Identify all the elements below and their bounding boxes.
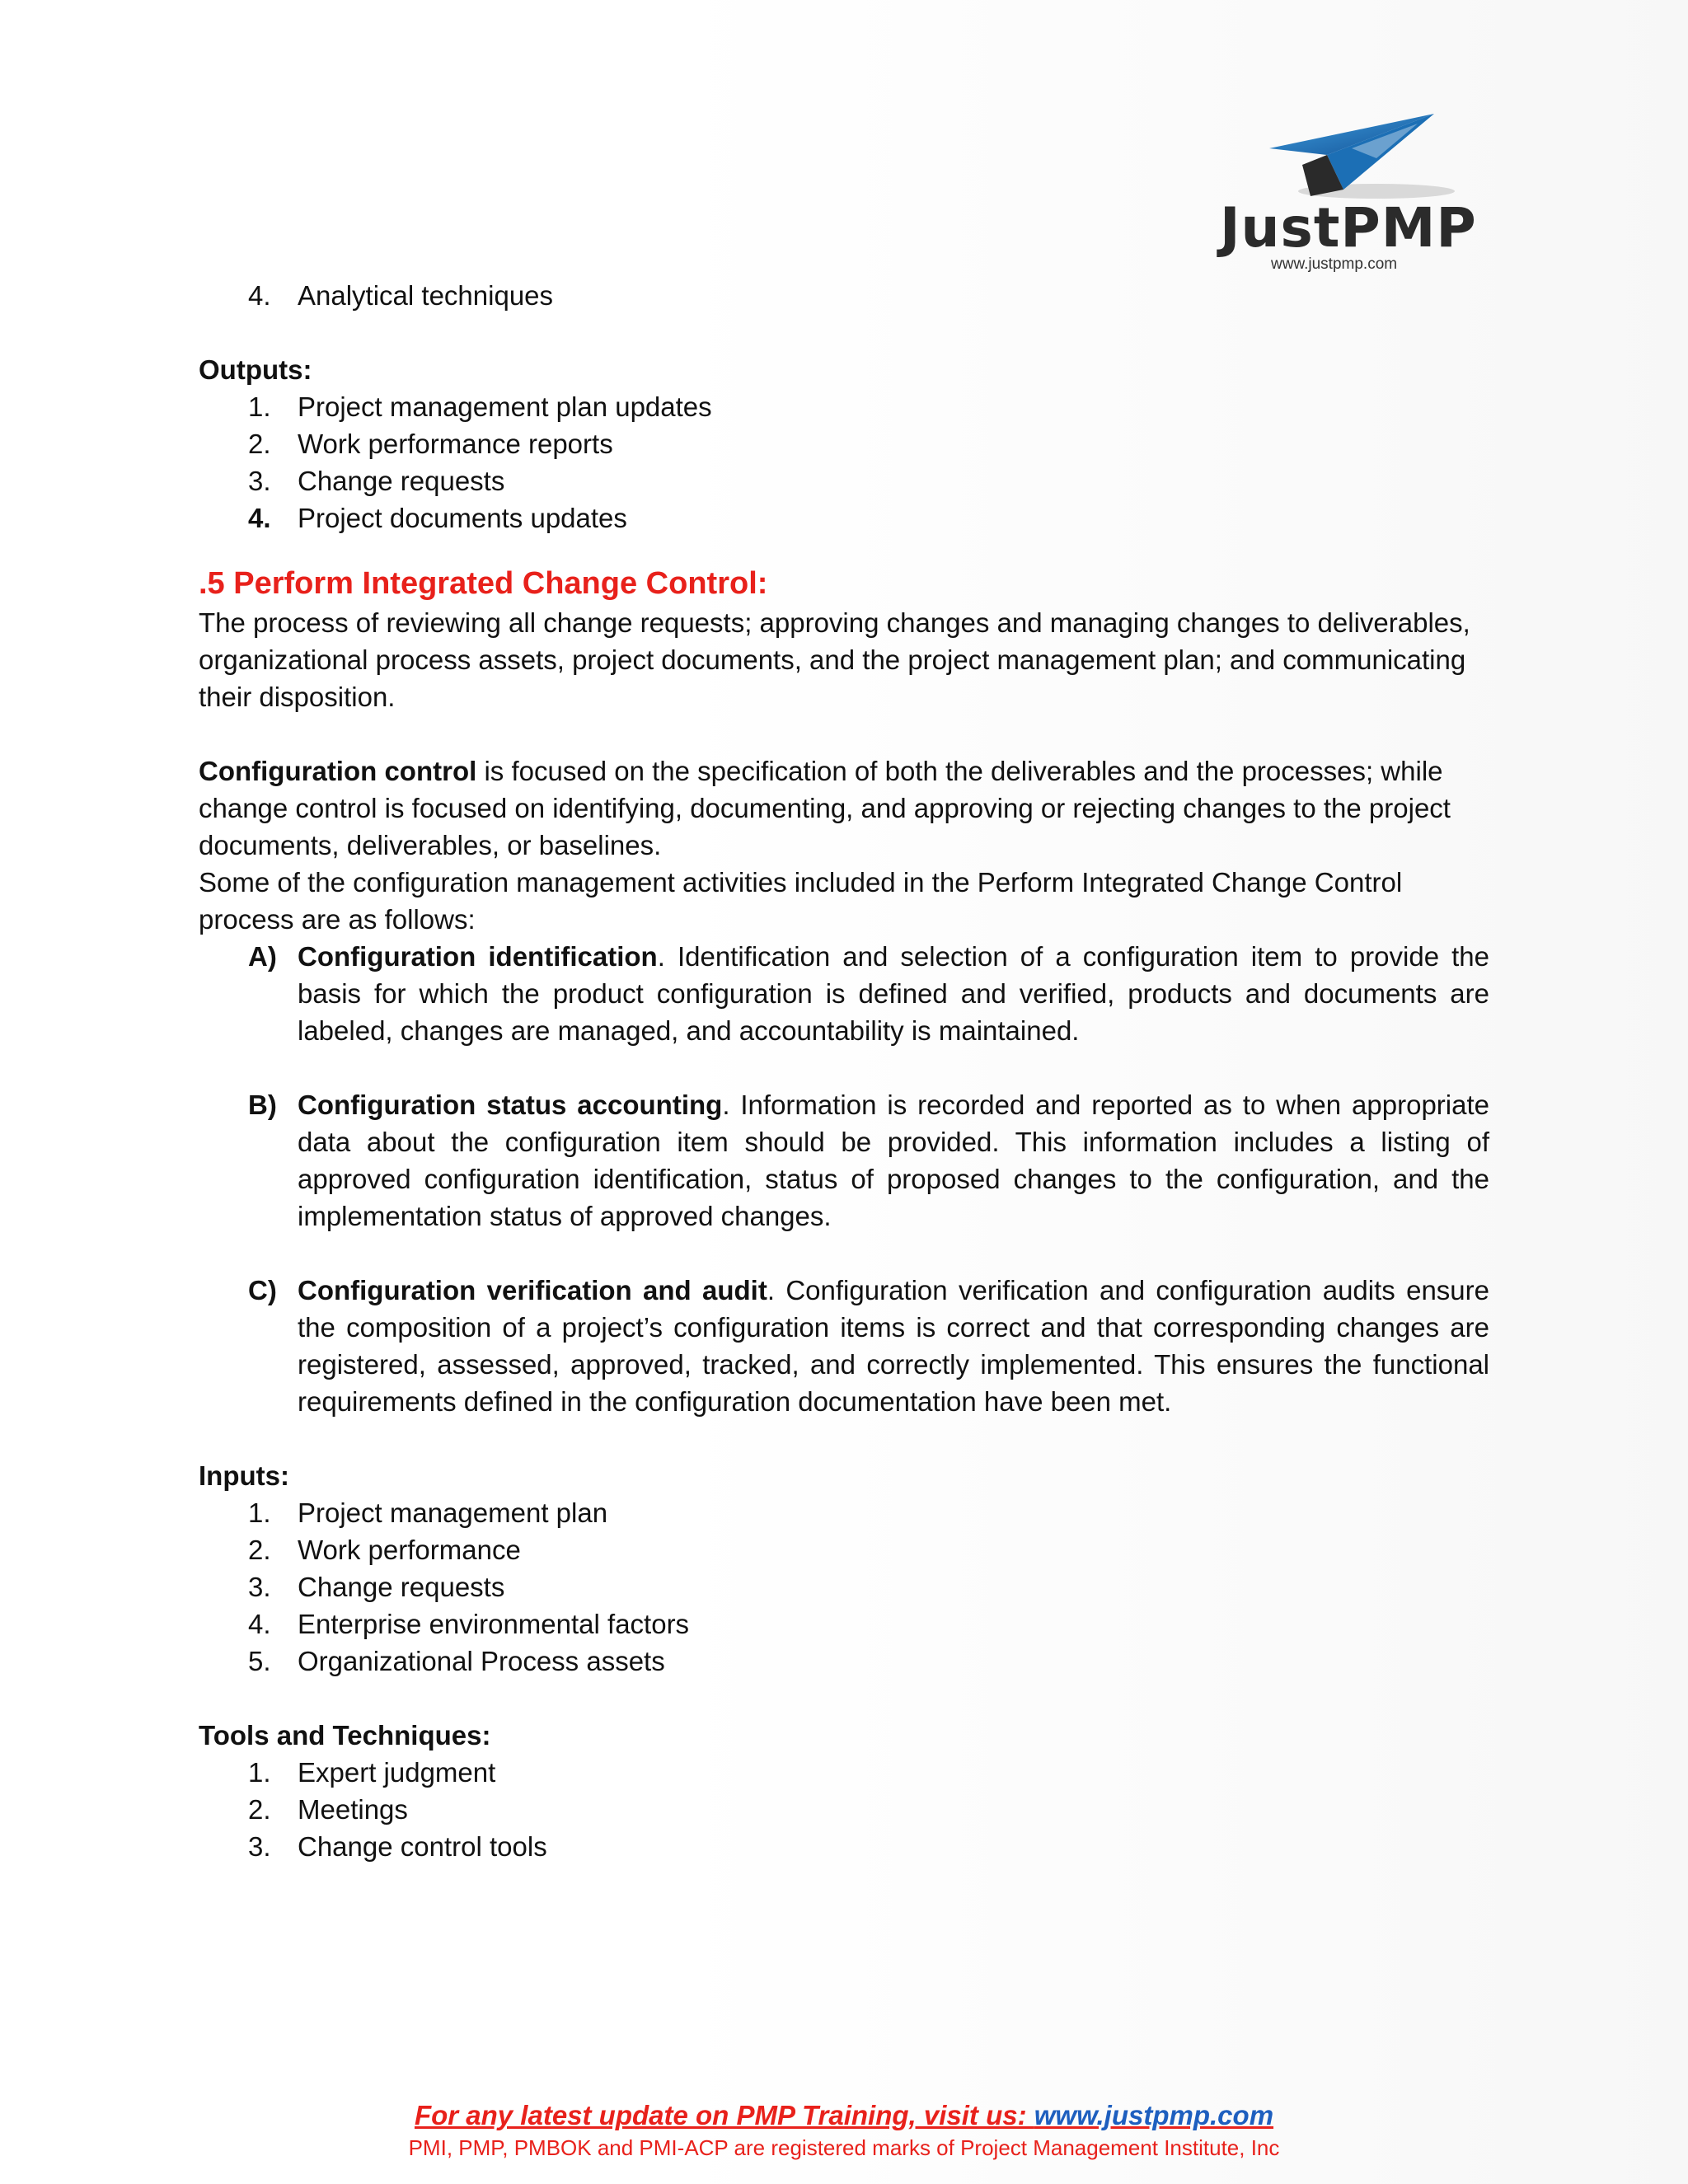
list-item: 4. Analytical techniques [248, 280, 554, 311]
section-title: .5 Perform Integrated Change Control: [199, 566, 768, 601]
main-content [199, 277, 1489, 1865]
section-description: The process of reviewing all change requests; approving changes and managing changes to deliverables, organizational process assets, project documents, and the project management plan; and communicating their disposition. [199, 607, 1470, 712]
list-item: 2. Work performance [248, 1535, 521, 1565]
list-item: 3. Change requests [248, 1572, 505, 1602]
tools-heading: Tools and Techniques: [199, 1720, 491, 1750]
inputs-heading: Inputs: [199, 1460, 289, 1491]
footer-trademark-notice: PMI, PMP, PMBOK and PMI-ACP are registered marks of Project Management Institute, Inc [408, 2135, 1280, 2160]
list-item: 4. Project documents updates [248, 503, 627, 533]
page-footer [0, 2098, 1688, 2163]
activity-item: B) Configuration status accounting. Information is recorded and reported as to when appropriate data about the configuration item should be provided. This information includes a listing of approved configuration identification, status of proposed changes to the configuration, and the implementation status of approved changes. [248, 1090, 1489, 1231]
outputs-list [199, 388, 1489, 537]
continued-list [199, 277, 1489, 314]
list-item: 3. Change control tools [248, 1831, 547, 1862]
list-item: 1. Project management plan updates [248, 391, 712, 422]
configuration-control-paragraph: Configuration control is focused on the specification of both the deliverables and the processes; while change control is focused on identifying, documenting, and approving or rejecting changes to the project documents, deliverables, or baselines. [199, 756, 1451, 860]
footer-promo: For any latest update on PMP Training, visit us: www.justpmp.com [414, 2100, 1274, 2130]
tools-list [199, 1754, 1489, 1865]
list-item: 1. Project management plan [248, 1497, 608, 1528]
logo-url[interactable]: www.justpmp.com [1271, 255, 1398, 273]
logo-wordmark: JustPMP [1220, 196, 1477, 260]
list-item: 2. Meetings [248, 1794, 408, 1825]
activity-item: A) Configuration identification. Identification and selection of a configuration item to provide the basis for which the product configuration is defined and verified, products and documents are labeled, changes are managed, and accountability is maintained. [248, 941, 1489, 1046]
list-item: 4. Enterprise environmental factors [248, 1609, 690, 1639]
justpmp-logo[interactable] [1220, 99, 1500, 280]
outputs-heading: Outputs: [199, 354, 312, 385]
list-item: 3. Change requests [248, 466, 505, 496]
list-item: 5. Organizational Process assets [248, 1646, 665, 1676]
inputs-list [199, 1494, 1489, 1680]
list-item: 2. Work performance reports [248, 429, 613, 459]
activity-item: C) Configuration verification and audit. Configuration verification and configuration audits ensure the composition of a project’s configuration items is correct and that corresponding changes are registered, assessed, approved, tracked, and correctly implemented. This ensures the functional requirements defined in the configuration documentation have been met. [248, 1275, 1490, 1417]
activities-intro: Some of the configuration management activities included in the Perform Integrated Change Control process are as follows: [199, 867, 1403, 935]
list-item: 1. Expert judgment [248, 1757, 496, 1788]
footer-link[interactable]: www.justpmp.com [1034, 2100, 1274, 2130]
